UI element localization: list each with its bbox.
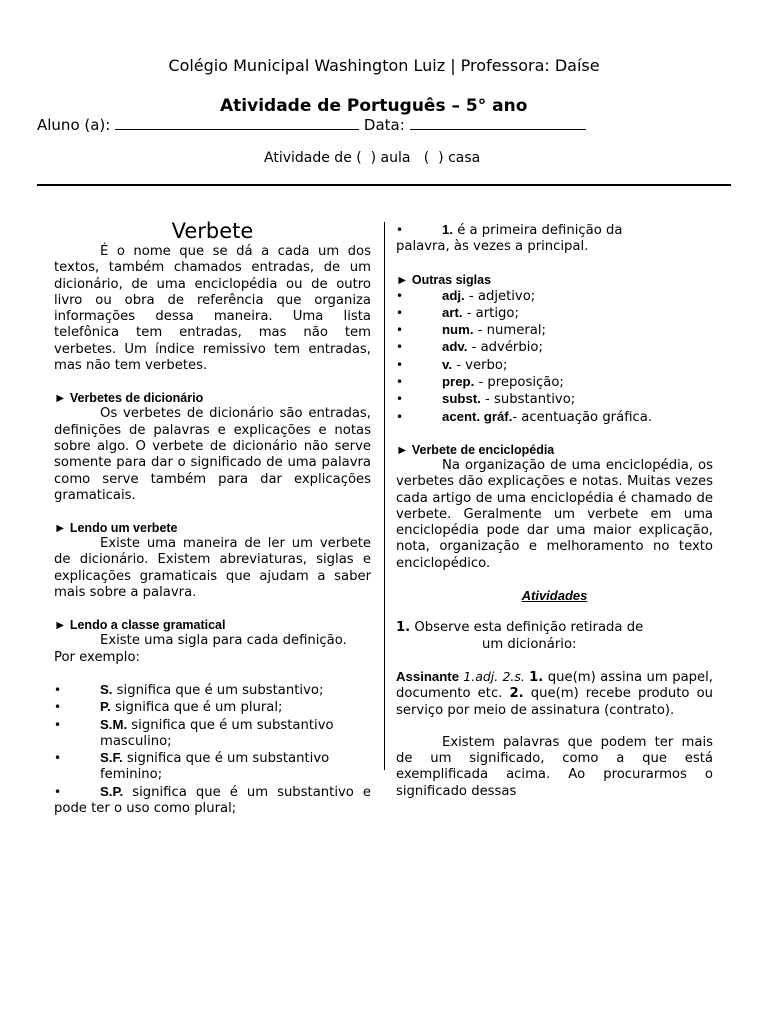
aluno-field[interactable] [115,117,359,130]
question-continuation: um dicionário: [482,636,577,652]
assinante-gram: 1.adj. 2.s. [459,668,530,684]
bullet-icon: • [396,305,404,320]
list-item [396,322,713,339]
bullet-icon: • [54,751,62,766]
list-item [396,357,713,374]
sigla-text: significa que é um substantivo feminino; [100,751,330,783]
assinante-t1: que(m) assina um papel, documento etc. [396,669,713,702]
sigla-text: - artigo; [462,305,519,321]
sigla-text: significa que é um substantivo; [112,682,324,698]
sigla-text: significa que é um substantivo masculino; [100,717,334,749]
sigla-text: significa que é um plural; [110,700,283,716]
definition-number: 1. [442,222,453,237]
section-title-enciclopedia: ► Verbete de enciclopédia [396,442,555,457]
list-item [396,391,713,408]
sigla-text: - advérbio; [467,340,543,356]
bullet-icon: • [54,717,62,732]
list-item [54,784,371,818]
section-title-classe-gramatical: ► Lendo a classe gramatical [54,618,226,633]
list-item [54,750,371,784]
assinante-n1: 1. [529,669,544,685]
definition-continuation: palavra, às vezes a principal. [396,239,589,255]
sigla-abbr: art. [442,304,463,320]
definition-text: é a primeira definição da [453,223,623,238]
sigla-abbr: subst. [442,391,481,407]
assinante-word: Assinante [396,668,460,684]
sigla-abbr: prep. [442,374,475,390]
bullet-icon: • [396,357,404,372]
final-paragraph: Existem palavras que podem ter mais de um significado, como a que está exemplificada acima. Ao procurarmos o significado dessas [396,734,713,799]
sigla-abbr: S.F. [100,750,123,766]
school-header: Colégio Municipal Washington Luiz | Professora: Daíse [168,56,600,75]
list-item [396,374,713,391]
atividades-heading: Atividades [521,588,588,604]
list-item [54,699,371,716]
activity-type-line: Atividade de ( ) aula ( ) casa [264,150,481,166]
section-text-dicionario: Os verbetes de dicionário são entradas, definições de palavras e explicações e notas sobre algo. O verbete de dicionário não serve somente para dar o significado de uma palavra como serve também para dar explicações gramaticais. [54,406,371,503]
aluno-label: Aluno (a): [37,116,111,134]
section-line-2: Por exemplo: [54,649,140,665]
sigla-abbr: S. [100,681,113,697]
section-title-lendo-verbete: ► Lendo um verbete [54,521,178,536]
question-text: Observe esta definição retirada de [410,620,644,636]
sigla-text: - acentuação gráfica. [512,409,653,425]
definition-item [396,222,713,239]
assinante-definition [396,669,713,719]
sigla-text: - preposição; [474,375,564,391]
bullet-icon: • [396,375,404,390]
section-line-1: Existe uma sigla para cada definição. [100,633,347,649]
left-column [54,218,371,817]
student-line [37,116,586,134]
question-number: 1. [396,620,411,636]
sigla-text: - numeral; [473,323,546,339]
verbete-title: Verbete [171,219,254,243]
bullet-icon: • [54,682,62,697]
header-divider [37,184,731,186]
section-text-enciclopedia: Na organização de uma enciclopédia, os verbetes dão explicações e notas. Muitas vezes cada artigo de uma enciclopédia é chamado de verbete. Geralmente um verbete em uma enciclopédia pode dar uma maior explicação, nota, organização e melhoramento no texto enciclopédico. [396,457,713,571]
intro-paragraph: É o nome que se dá a cada um dos textos, também chamados entradas, de um dicionário, de uma enciclopédia ou de outro livro ou obra de referência que organiza informações dessa maneira. Uma lista telefônica tem entradas, mas não tem verbetes. Um índice remissivo tem entradas, mas não tem verbetes. [54,244,371,374]
sigla-abbr: S.M. [100,716,128,732]
right-column [396,222,713,800]
activity-title: Atividade de Português – 5° ano [220,96,528,116]
sigla-abbr: S.P. [100,783,124,799]
sigla-abbr: acent. gráf. [442,408,513,424]
bullet-icon: • [54,784,62,799]
question-1 [396,620,713,636]
list-item [396,339,713,356]
bullet-icon: • [396,288,404,303]
column-divider [384,222,385,770]
assinante-n2: 2. [509,686,524,702]
list-item [396,288,713,305]
bullet-icon: • [54,700,62,715]
bullet-icon: • [396,409,404,424]
section-title-outras-siglas: ► Outras siglas [396,272,492,287]
bullet-icon: • [396,323,404,338]
list-item [396,409,713,426]
bullet-icon: • [396,392,404,407]
sigla-abbr: adj. [442,287,465,303]
section-title-dicionario: ► Verbetes de dicionário [54,391,204,406]
sigla-text: - adjetivo; [464,288,536,304]
assinante-t2: que(m) recebe produto ou serviço por meio de assinatura (contrato). [396,686,713,718]
sigla-text: - verbo; [452,357,508,373]
sigla-abbr: v. [442,356,453,372]
list-item [54,682,371,699]
bullet-icon: • [396,223,404,237]
data-label: Data: [363,116,405,134]
sigla-text: significa que é um substantivo e pode ter o uso como plural; [54,784,371,817]
sigla-abbr: P. [100,699,111,715]
sigla-abbr: num. [442,322,474,338]
bullet-icon: • [396,340,404,355]
list-item [54,717,371,751]
section-text-lendo-verbete: Existe uma maneira de ler um verbete de dicionário. Existem abreviaturas, siglas e explicações gramaticais que ajudam a saber mais sobre a palavra. [54,536,371,601]
sigla-text: - substantivo; [480,392,576,408]
sigla-abbr: adv. [442,339,468,355]
date-field[interactable] [410,117,586,130]
list-item [396,305,713,322]
